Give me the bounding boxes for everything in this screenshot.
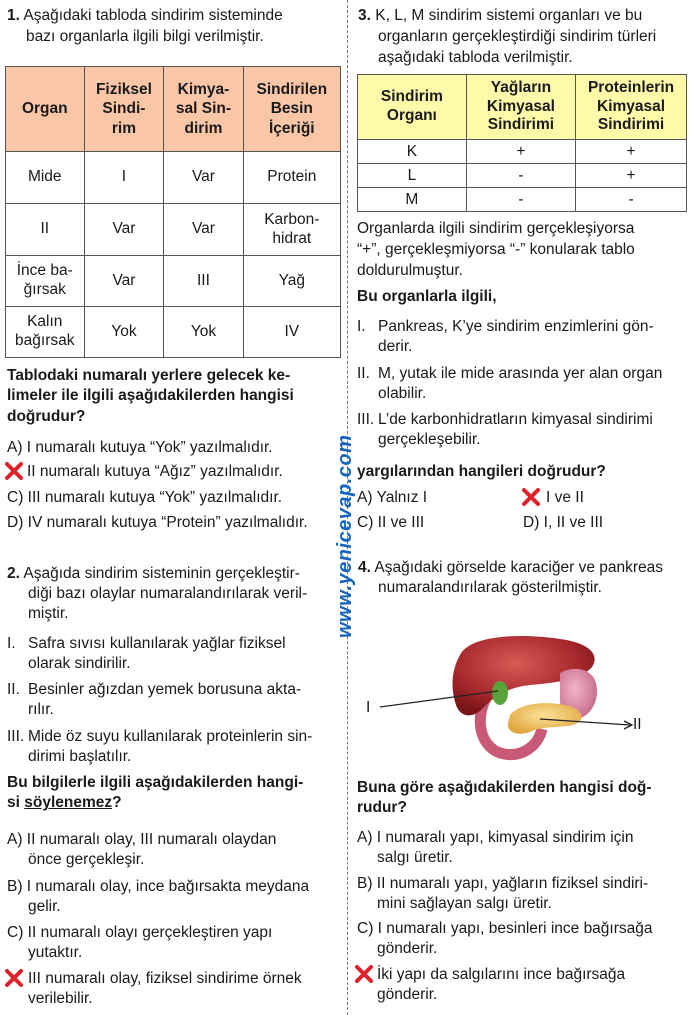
q2-option-b-cont: gelir. <box>28 898 61 915</box>
q1-option-d[interactable]: D) IV numaralı kutuya “Protein” yazılmalıdır. <box>7 514 308 531</box>
q1-table <box>5 66 341 358</box>
q3-note-line3: doldurulmuştur. <box>357 262 463 279</box>
cell-text: II <box>40 220 50 238</box>
q1-table-header <box>243 67 340 152</box>
cell-text: IV <box>284 322 300 340</box>
q1-table-cell <box>6 204 85 256</box>
q2-statement-2: II. <box>7 681 20 698</box>
q2-option-b[interactable]: B) I numaralı olay, ince bağırsakta meydana <box>7 878 310 895</box>
cell-text: Var <box>112 220 136 238</box>
q1-table-header <box>84 67 164 152</box>
q3-intro-line3: aşağıdaki tabloda verilmiştir. <box>378 49 573 66</box>
q3-statement-3-b: gerçekleşebilir. <box>378 431 481 448</box>
q3-table-cell: + <box>576 164 687 188</box>
q1-intro-line1: 1. Aşağıdaki tabloda sindirim sisteminde <box>7 7 283 24</box>
q4-question-line1: Buna göre aşağıdakilerden hangisi doğ- <box>357 779 652 796</box>
q3-table-cell: + <box>466 140 575 164</box>
q3-table-header <box>576 75 687 140</box>
q1-table-cell <box>164 152 243 204</box>
q3-question: Bu organlarla ilgili, <box>357 288 497 305</box>
table-row <box>6 204 341 256</box>
cell-text: Fiziksel <box>95 80 152 98</box>
cell-text: Sindirim <box>380 88 443 106</box>
q4-option-d-cont: gönderir. <box>377 986 438 1003</box>
q2-option-d-cont: verilebilir. <box>28 990 93 1007</box>
table-row <box>6 152 341 204</box>
q2-intro-line1: 2. Aşağıda sindirim sisteminin gerçekleştir- <box>7 565 300 582</box>
q3-table-cell: L <box>358 164 467 188</box>
q1-table-cell <box>164 256 243 307</box>
q1-option-a[interactable]: A) I numaralı kutuya “Yok” yazılmalıdır. <box>7 439 273 456</box>
table-row <box>6 256 341 307</box>
cell-text: sal Sin- <box>175 100 232 118</box>
table-row <box>358 140 687 164</box>
q3-table-cell: + <box>576 140 687 164</box>
q3-statement-3-a: L’de karbonhidratların kimyasal sindirimi <box>378 411 653 428</box>
q2-statement-3-b: dirimi başlatılır. <box>28 748 132 765</box>
q3-statement-2-a: M, yutak ile mide arasında yer alan organ <box>378 365 663 382</box>
q1-table-cell <box>243 307 340 358</box>
q2-statement-2-a: Besinler ağızdan yemek borusuna akta- <box>28 681 302 698</box>
q3-statement-3: III. <box>357 411 375 428</box>
q2-intro-line3: miştir. <box>28 605 69 622</box>
q1-question-line2: limeler ile ilgili aşağıdakilerden hangisi <box>7 387 294 404</box>
cell-text: Sindi- <box>102 100 146 118</box>
q1-table-cell <box>6 152 85 204</box>
q2-statement-3: III. <box>7 728 25 745</box>
q3-statement-1: I. <box>357 318 366 335</box>
cell-text: Besin <box>270 100 313 118</box>
q4-question-line2: rudur? <box>357 799 407 816</box>
q3-option-c[interactable]: C) II ve III <box>357 514 425 531</box>
q3-intro-line2: organların gerçekleştirdiği sindirim türleri <box>378 28 657 45</box>
q3-statement-2-b: olabilir. <box>378 385 427 402</box>
pancreas-shape <box>508 703 582 734</box>
q1-table-cell <box>164 204 243 256</box>
cell-text: ğırsak <box>23 281 66 298</box>
cell-text: İnce ba- <box>16 262 73 280</box>
q1-table-cell <box>243 256 340 307</box>
q2-statement-2-b: rılır. <box>28 701 54 718</box>
q3-table-header <box>466 75 575 140</box>
table-row <box>6 307 341 358</box>
cell-text: İçeriği <box>268 119 315 137</box>
cell-text: Kalın <box>27 313 63 331</box>
table-row <box>358 164 687 188</box>
cell-text: Organı <box>386 107 437 124</box>
q3-table-cell: - <box>466 164 575 188</box>
q1-table-cell <box>243 204 340 256</box>
q1-table-cell <box>6 307 85 358</box>
cell-text: Kimya- <box>177 80 230 98</box>
q4-option-b[interactable]: B) II numaralı yapı, yağların fiziksel sindiri- <box>357 875 649 892</box>
q2-intro-line2: diği bazı olaylar numaralandırılarak veril- <box>28 585 308 602</box>
q3-statement-2: II. <box>357 365 370 382</box>
q1-question-line3: doğrudur? <box>7 408 86 425</box>
liver-pancreas-figure <box>360 625 660 765</box>
cell-text: I <box>121 168 127 186</box>
q1-option-c[interactable]: C) III numaralı kutuya “Yok” yazılmalıdır. <box>7 489 283 506</box>
cell-text: hidrat <box>272 229 312 247</box>
cell-text: Yağ <box>278 271 306 289</box>
q4-option-a-cont: salgı üretir. <box>377 849 453 866</box>
q3-intro-line1: 3. K, L, M sindirim sistemi organları ve bu <box>358 7 643 24</box>
q3-table-cell: - <box>576 188 687 212</box>
cell-text: Var <box>191 220 215 238</box>
q3-note-line2: “+”, gerçekleşmiyorsa “-” konularak tablo <box>357 241 635 258</box>
answer-cross-icon <box>4 461 24 481</box>
gallbladder-shape <box>492 681 508 705</box>
q2-statement-1-a: Safra sıvısı kullanılarak yağlar fiziksel <box>28 635 286 652</box>
q4-intro-line1: 4. Aşağıdaki görselde karaciğer ve pankreas <box>358 559 664 576</box>
q4-option-c-cont: gönderir. <box>377 940 438 957</box>
q3-table-cell: M <box>358 188 467 212</box>
q3-statement-1-a: Pankreas, K’ye sindirim enzimlerini gön- <box>378 318 654 335</box>
q1-table-cell <box>6 256 85 307</box>
q2-statement-1: I. <box>7 635 16 652</box>
q1-table-cell <box>164 307 243 358</box>
q1-table-cell <box>84 152 164 204</box>
q1-table-cell <box>84 256 164 307</box>
q1-intro-line2: bazı organlarla ilgili bilgi verilmiştir. <box>26 28 264 45</box>
q1-table-cell <box>84 204 164 256</box>
q2-option-c[interactable]: C) II numaralı olayı gerçekleştiren yapı <box>7 924 273 941</box>
q1-table-header <box>6 67 85 152</box>
q1-table-cell <box>243 152 340 204</box>
q2-question-line1: Bu bilgilerle ilgili aşağıdakilerden hangi- <box>7 774 304 791</box>
cell-text: Sindirimi <box>487 116 555 134</box>
cell-text: Karbon- <box>264 210 320 228</box>
cell-text: Var <box>191 168 215 186</box>
q3-table-cell: K <box>358 140 467 164</box>
watermark: www.yenicevap.com <box>334 434 356 638</box>
figure-label-2: II <box>633 716 642 733</box>
q2-option-c-cont: yutaktır. <box>28 944 83 961</box>
cell-text: Yok <box>111 322 137 340</box>
q2-option-a[interactable]: A) II numaralı olay, III numaralı olaydan <box>7 831 277 848</box>
cell-text: Var <box>112 271 136 289</box>
q3-table-header <box>358 75 467 140</box>
cell-text: Yağların <box>490 78 552 96</box>
cell-text: dirim <box>184 119 223 137</box>
q3-table <box>357 74 687 212</box>
cell-text: rim <box>111 119 136 137</box>
q4-option-d[interactable]: İki yapı da salgılarını ince bağırsağa <box>377 966 626 983</box>
q4-intro-line2: numaralandırılarak gösterilmiştir. <box>378 579 602 596</box>
q2-option-a-cont: önce gerçekleşir. <box>28 851 145 868</box>
cell-text: Sindirilen <box>256 80 328 98</box>
q2-question-line2: si söylenemez? <box>7 794 122 811</box>
cell-text: Proteinlerin <box>587 78 675 96</box>
answer-cross-icon <box>4 968 24 988</box>
q3-option-b[interactable]: I ve II <box>546 489 584 506</box>
q2-option-d[interactable]: III numaralı olay, fiziksel sindirime örnek <box>28 970 302 987</box>
q1-question-line1: Tablodaki numaralı yerlere gelecek ke- <box>7 367 291 384</box>
cell-text: Kimyasal <box>486 97 555 115</box>
cell-text: Kimyasal <box>597 97 666 115</box>
q2-statement-1-b: olarak sindirilir. <box>28 655 131 672</box>
answer-cross-icon <box>521 487 541 507</box>
cell-text: Mide <box>27 168 62 186</box>
q3-option-a[interactable]: A) Yalnız I <box>357 489 428 506</box>
q4-option-b-cont: mini sağlayan salgı üretir. <box>377 895 552 912</box>
q1-table-cell <box>84 307 164 358</box>
q3-question-2: yargılarından hangileri doğrudur? <box>357 463 606 480</box>
figure-label-1: I <box>366 699 371 716</box>
answer-cross-icon <box>354 964 374 984</box>
cell-text: Organ <box>21 100 68 118</box>
q2-statement-3-a: Mide öz suyu kullanılarak proteinlerin sin- <box>28 728 313 745</box>
cell-text: Yok <box>190 322 217 340</box>
q3-option-d[interactable]: D) I, II ve III <box>523 514 604 531</box>
table-row <box>358 188 687 212</box>
cell-text: bağırsak <box>15 332 75 349</box>
q1-option-b[interactable]: II numaralı kutuya “Ağız” yazılmalıdır. <box>27 463 283 480</box>
q3-note-line1: Organlarda ilgili sindirim gerçekleşiyorsa <box>357 220 635 237</box>
cell-text: Sindirimi <box>597 116 665 134</box>
cell-text: Protein <box>267 168 317 186</box>
q1-table-header <box>164 67 243 152</box>
q3-table-cell: - <box>466 188 575 212</box>
q3-statement-1-b: derir. <box>378 338 413 355</box>
q4-option-a[interactable]: A) I numaralı yapı, kimyasal sindirim için <box>357 829 634 846</box>
q4-option-c[interactable]: C) I numaralı yapı, besinleri ince bağırsağa <box>357 920 653 937</box>
cell-text: III <box>197 271 210 289</box>
